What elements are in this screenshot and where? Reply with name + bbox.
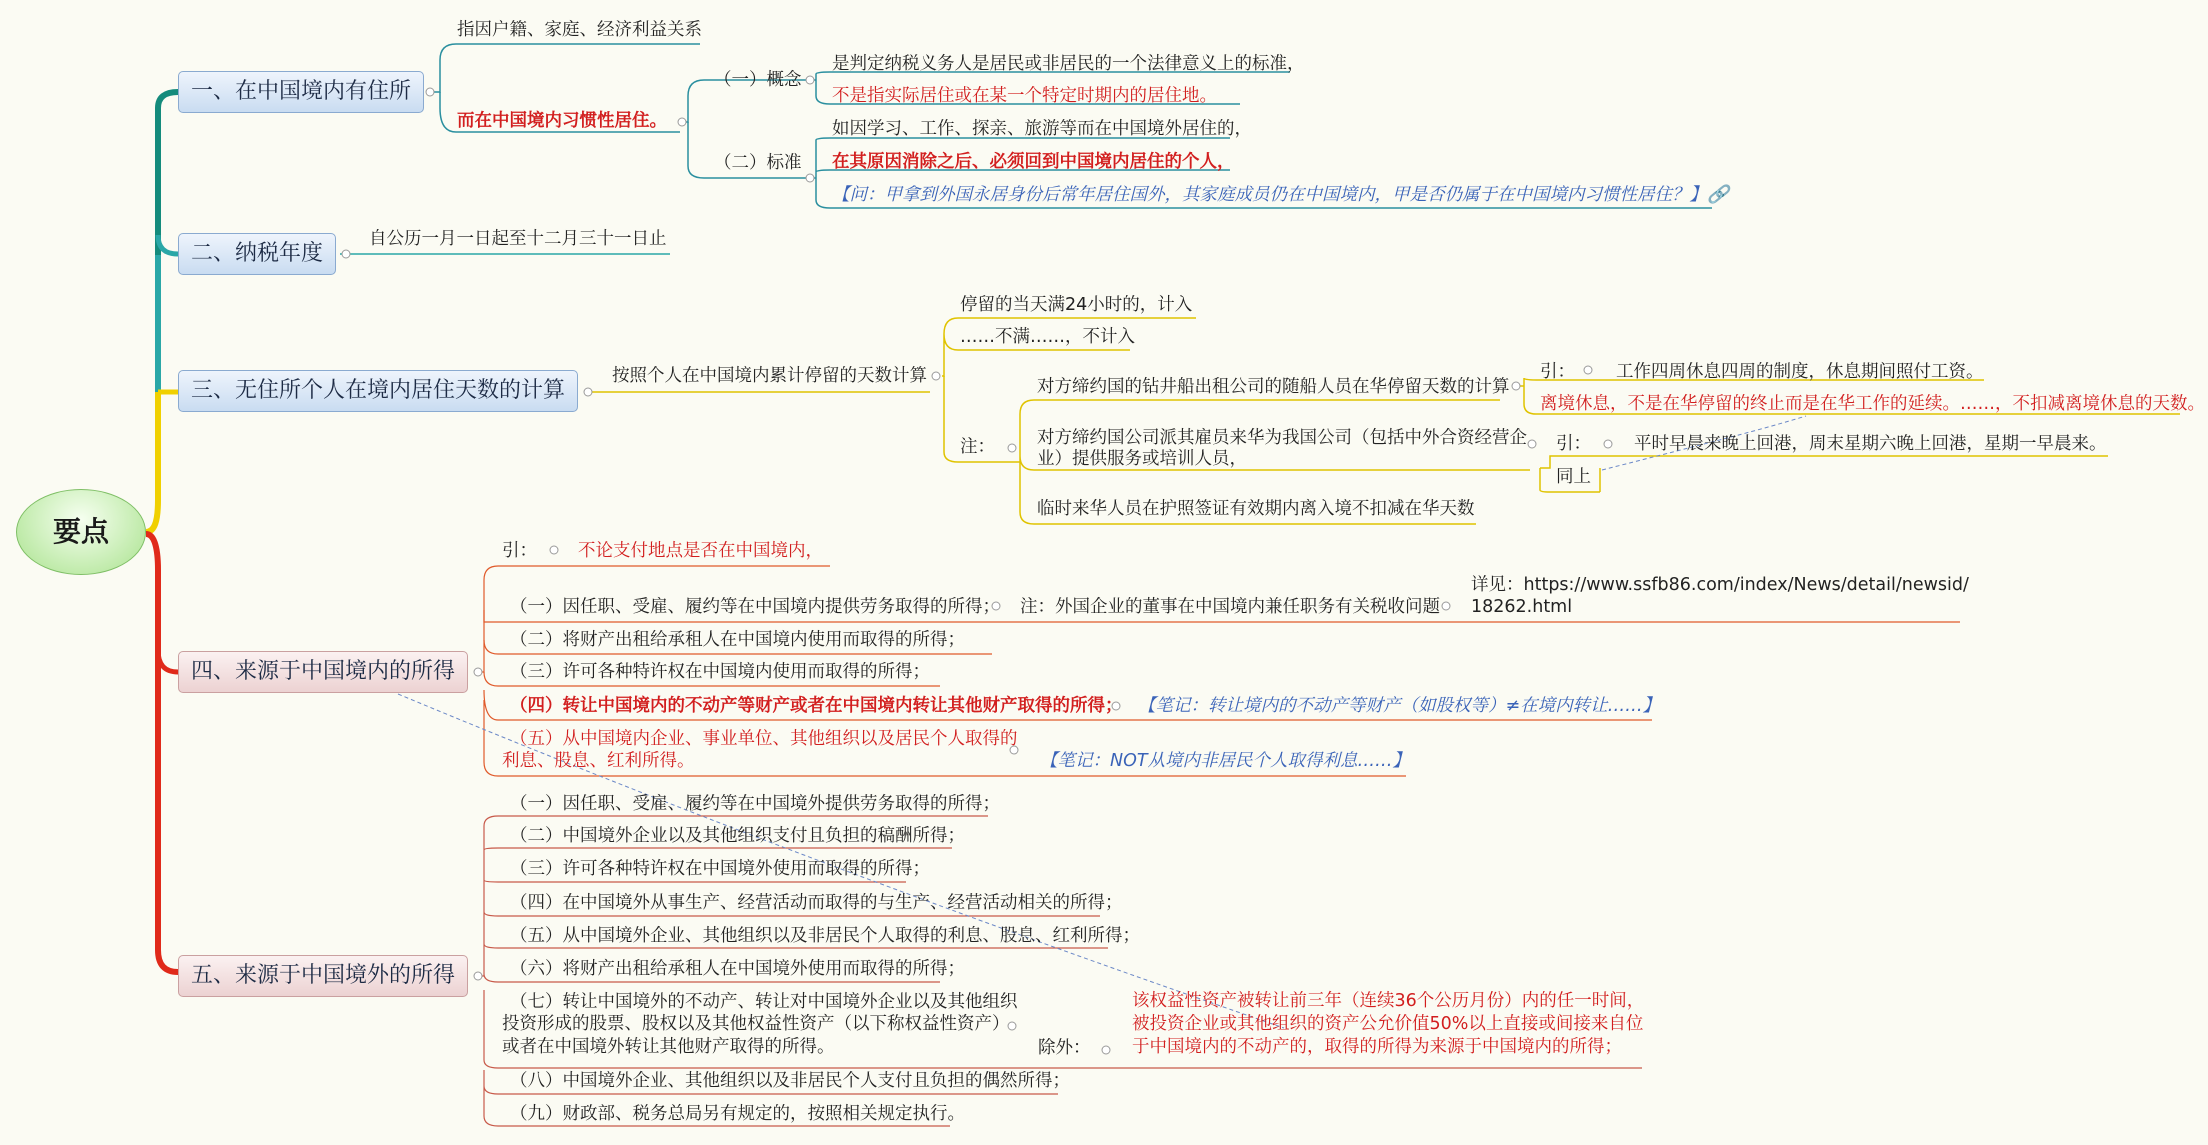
b5-item-1: （一）因任职、受雇、履约等在中国境外提供劳务取得的所得； (510, 794, 1000, 814)
b5-item-7-line1: （七）转让中国境外的不动产、转让对中国境外企业以及其他组织 (510, 992, 1018, 1012)
b5-item-4: （四）在中国境外从事生产、经营活动而取得的与生产、经营活动相关的所得； (510, 893, 1123, 913)
branch-foreign-income[interactable]: 五、来源于中国境外的所得 (178, 955, 468, 997)
branch-domestic-income[interactable]: 四、来源于中国境内的所得 (178, 651, 468, 693)
b4-item-5-note: 【笔记：NOT从境内非居民个人取得利息……】 (1040, 751, 1411, 771)
b4-item-1-link-2[interactable]: 18262.html (1471, 597, 1573, 617)
b4-ref: 引： (502, 541, 537, 561)
b3-note-label: 注： (960, 437, 995, 457)
b4-item-4-note: 【笔记：转让境内的不动产等财产（如股权等）≠在境内转让……】 (1138, 696, 1661, 716)
b3-n2-line2: 业）提供服务或培训人员， (1037, 449, 1247, 469)
b3-n1-a: 工作四周休息四周的制度，休息期间照付工资。 (1616, 362, 1984, 382)
b4-item-1-link-1[interactable]: 详见：https://www.ssfb86.com/index/News/detail/newsid/ (1471, 575, 1969, 595)
b4-ref-text: 不论支付地点是否在中国境内， (578, 541, 823, 561)
b4-item-5-line1: （五）从中国境内企业、事业单位、其他组织以及居民个人取得的 (510, 729, 1018, 749)
b4-item-1: （一）因任职、受雇、履约等在中国境内提供劳务取得的所得； (510, 597, 1000, 617)
b1-reason: 指因户籍、家庭、经济利益关系 (457, 20, 702, 40)
b4-item-4: （四）转让中国境内的不动产等财产或者在中国境内转让其他财产取得的所得； (510, 696, 1123, 716)
b3-n1-b: 离境休息，不是在华停留的终止而是在华工作的延续。……，不扣减离境休息的天数。 (1540, 394, 2205, 414)
b3-n1-ref: 引： (1540, 362, 1575, 382)
b2-detail: 自公历一月一日起至十二月三十一日止 (369, 229, 667, 249)
b5-except-2: 被投资企业或其他组织的资产公允价值50%以上直接或间接来自位 (1132, 1014, 1644, 1034)
b5-except-label: 除外： (1038, 1038, 1091, 1058)
b5-item-8: （八）中国境外企业、其他组织以及非居民个人支付且负担的偶然所得； (510, 1071, 1070, 1091)
b1-concept-2: 不是指实际居住或在某一个特定时期内的居住地。 (832, 86, 1217, 106)
b5-except-3: 于中国境内的不动产的，取得的所得为来源于中国境内的所得； (1132, 1037, 1622, 1057)
b1-concept-label: （一）概念 (714, 70, 802, 90)
b5-except-1: 该权益性资产被转让前三年（连续36个公历月份）内的任一时间， (1132, 991, 1645, 1011)
branch-domicile[interactable]: 一、在中国境内有住所 (178, 71, 424, 113)
b1-std-2: 在其原因消除之后、必须回到中国境内居住的个人， (832, 152, 1235, 172)
b3-n1: 对方缔约国的钻井船出租公司的随船人员在华停留天数的计算 (1037, 377, 1510, 397)
b3-n3: 临时来华人员在护照签证有效期内离入境不扣减在华天数 (1037, 499, 1475, 519)
b5-item-7-line2: 投资形成的股票、股权以及其他权益性资产（以下称权益性资产） (502, 1014, 1010, 1034)
b3-r2: ……不满……，不计入 (960, 327, 1135, 347)
b3-n2-a: 平时早晨来晚上回港，周末星期六晚上回港，星期一早晨来。 (1634, 434, 2107, 454)
b1-habit: 而在中国境内习惯性居住。 (457, 111, 667, 131)
b5-item-9: （九）财政部、税务总局另有规定的，按照相关规定执行。 (510, 1104, 965, 1124)
b3-n2-same: 同上 (1556, 467, 1591, 487)
b4-item-1-note: 注：外国企业的董事在中国境内兼任职务有关税收问题 (1020, 597, 1440, 617)
b1-std-label: （二）标准 (714, 153, 802, 173)
root-node[interactable]: 要点 (16, 489, 146, 575)
b1-std-1: 如因学习、工作、探亲、旅游等而在中国境外居住的， (832, 119, 1252, 139)
b3-rule: 按照个人在中国境内累计停留的天数计算 (612, 366, 927, 386)
b3-n2-line1: 对方缔约国公司派其雇员来华为我国公司（包括中外合资经营企 (1037, 428, 1527, 448)
b5-item-5: （五）从中国境外企业、其他组织以及非居民个人取得的利息、股息、红利所得； (510, 926, 1140, 946)
b5-item-6: （六）将财产出租给承租人在中国境外使用而取得的所得； (510, 959, 965, 979)
b5-item-7-line3: 或者在中国境外转让其他财产取得的所得。 (502, 1037, 835, 1057)
b4-item-3: （三）许可各种特许权在中国境内使用而取得的所得； (510, 662, 930, 682)
branch-tax-year[interactable]: 二、纳税年度 (178, 233, 336, 275)
b4-item-5-line2: 利息、股息、红利所得。 (502, 751, 695, 771)
b4-item-2: （二）将财产出租给承租人在中国境内使用而取得的所得； (510, 630, 965, 650)
b1-std-3[interactable]: 【问：甲拿到外国永居身份后常年居住国外，其家庭成员仍在中国境内，甲是否仍属于在中国境内习惯性居住？】🔗 (832, 185, 1729, 205)
b1-concept-1: 是判定纳税义务人是居民或非居民的一个法律意义上的标准， (832, 54, 1305, 74)
b3-n2-ref: 引： (1556, 434, 1591, 454)
b5-item-2: （二）中国境外企业以及其他组织支付且负担的稿酬所得； (510, 826, 965, 846)
branch-residence-days[interactable]: 三、无住所个人在境内居住天数的计算 (178, 370, 578, 412)
b5-item-3: （三）许可各种特许权在中国境外使用而取得的所得； (510, 859, 930, 879)
b3-r1: 停留的当天满24小时的，计入 (960, 295, 1193, 315)
